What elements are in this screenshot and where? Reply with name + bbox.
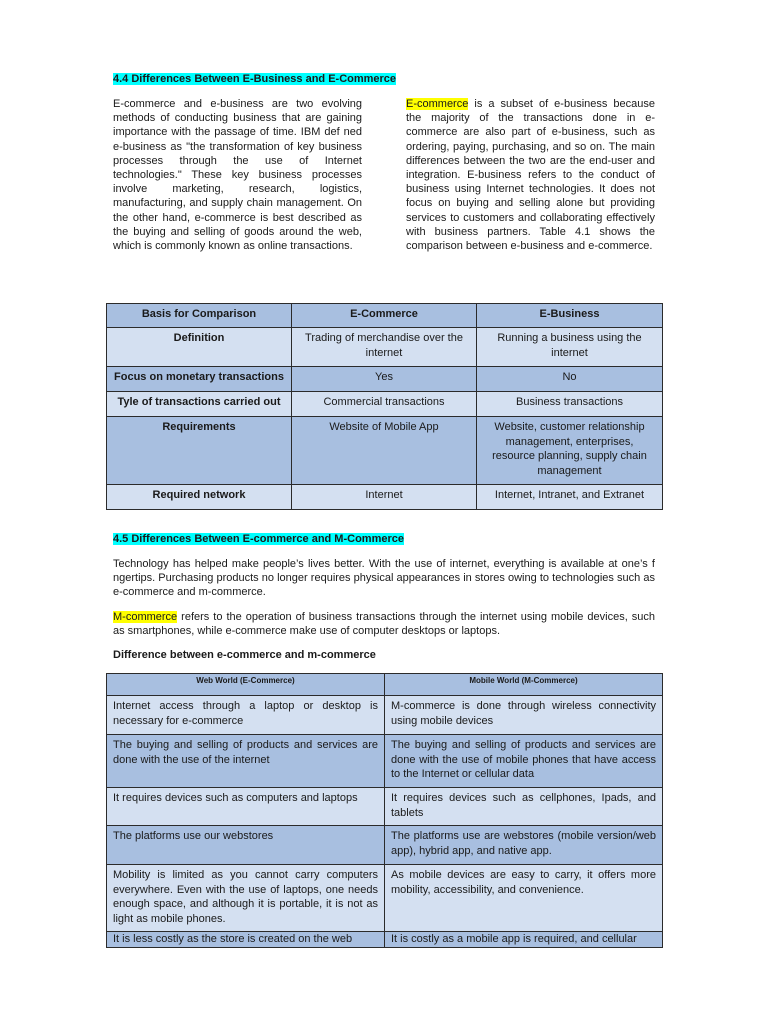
table-cell: Requirements [107, 417, 292, 485]
table-cell: Internet, Intranet, and Extranet [477, 485, 663, 510]
table-cell: It requires devices such as cellphones, Ipads, and tablets [385, 788, 663, 826]
section-heading-4-5: 4.5 Differences Between E-commerce and M-Commerce [113, 533, 404, 545]
m-commerce-paragraph-text: refers to the operation of business transactions through the internet using mobile devices, such as smartphones, while e-commerce make use of computer desktops or laptops. [113, 611, 655, 638]
table-row [107, 417, 663, 485]
table-row [107, 328, 663, 367]
table-cell: Mobility is limited as you cannot carry computers everywhere. Even with the use of laptops, one needs enough space, and although it is portable, it is not as light as mobile phones. [107, 865, 385, 932]
table-cell: As mobile devices are easy to carry, it offers more mobility, accessibility, and convenience. [385, 865, 663, 932]
table-row [107, 826, 663, 865]
section-heading-4-4: 4.4 Differences Between E-Business and E-Commerce [113, 73, 397, 85]
right-paragraph-text: is a subset of e-business because the majority of the transactions done in e-commerce are also part of e-business, such as ordering, paying, purchasing, and so on. The main differences between the two are the end-user and integration. E-business refers to the conduct of business using Internet technologies. It does not focus on buying and selling alone but providing services to customers and collaborating effectively with business partners. Table 4.1 shows the comparison between e-business and e-commerce. [406, 98, 655, 253]
table-row [107, 932, 663, 948]
table-cell: Required network [107, 485, 292, 510]
table2-subheading: Difference between e-commerce and m-commerce [113, 649, 376, 661]
table-header: Mobile World (M-Commerce) [385, 674, 663, 696]
table-cell: The platforms use our webstores [107, 826, 385, 865]
table-cell: Focus on monetary transactions [107, 367, 292, 392]
table-row [107, 392, 663, 417]
left-paragraph: E-commerce and e-business are two evolving methods of conducting business that are gaining importance with the passage of time. IBM def ned e-business as "the transformation of key business processes through the use of Internet technologies." These key business processes involve marketing, research, logistics, manufacturing, and supply chain management. On the other hand, e-commerce is best described as the buying and selling of goods around the web, which is commonly known as online transactions. [113, 98, 362, 253]
table-cell: The platforms use are webstores (mobile version/web app), hybrid app, and native app. [385, 826, 663, 865]
table-cell: The buying and selling of products and services are done with the use of mobile phones that have access to the Internet or cellular data [385, 735, 663, 788]
table-header: E-Business [477, 304, 663, 328]
table-row [107, 485, 663, 510]
right-paragraph [406, 97, 655, 253]
table-cell: Website of Mobile App [292, 417, 477, 485]
m-commerce-paragraph [113, 610, 655, 638]
comparison-table-ebusiness-ecommerce [106, 303, 663, 510]
table-cell: It requires devices such as computers and laptops [107, 788, 385, 826]
table-header: Basis for Comparison [107, 304, 292, 328]
table-cell: No [477, 367, 663, 392]
table-row [107, 735, 663, 788]
table-header: E-Commerce [292, 304, 477, 328]
m-commerce-highlight: M-commerce [113, 611, 178, 623]
table-cell: Running a business using the internet [477, 328, 663, 367]
table-cell: M-commerce is done through wireless connectivity using mobile devices [385, 696, 663, 735]
table-row [107, 865, 663, 932]
table-cell: Business transactions [477, 392, 663, 417]
table-row [107, 788, 663, 826]
table-header: Web World (E-Commerce) [107, 674, 385, 696]
table-cell: Internet [292, 485, 477, 510]
comparison-table-ecommerce-mcommerce [106, 673, 663, 948]
table-cell: It is less costly as the store is created on the web [107, 932, 385, 948]
table-cell: The buying and selling of products and services are done with the use of the internet [107, 735, 385, 788]
e-commerce-highlight: E-commerce [406, 98, 469, 110]
table-cell: Definition [107, 328, 292, 367]
table-row [107, 696, 663, 735]
technology-paragraph: Technology has helped make people’s lives better. With the use of internet, everything is available at one’s f ngertips. Purchasing products no longer requires physical appearances in stores owing to technologies such as e-commerce and m-commerce. [113, 558, 655, 599]
table-cell: Trading of merchandise over the internet [292, 328, 477, 367]
table-cell: Yes [292, 367, 477, 392]
table-cell: Tyle of transactions carried out [107, 392, 292, 417]
table-cell: Website, customer relationship management, enterprises, resource planning, supply chain management [477, 417, 663, 485]
table-cell: Internet access through a laptop or desktop is necessary for e-commerce [107, 696, 385, 735]
table-row [107, 367, 663, 392]
table-header-row [107, 304, 663, 328]
table-cell: Commercial transactions [292, 392, 477, 417]
table-cell: It is costly as a mobile app is required, and cellular [385, 932, 663, 948]
table-header-row [107, 674, 663, 696]
